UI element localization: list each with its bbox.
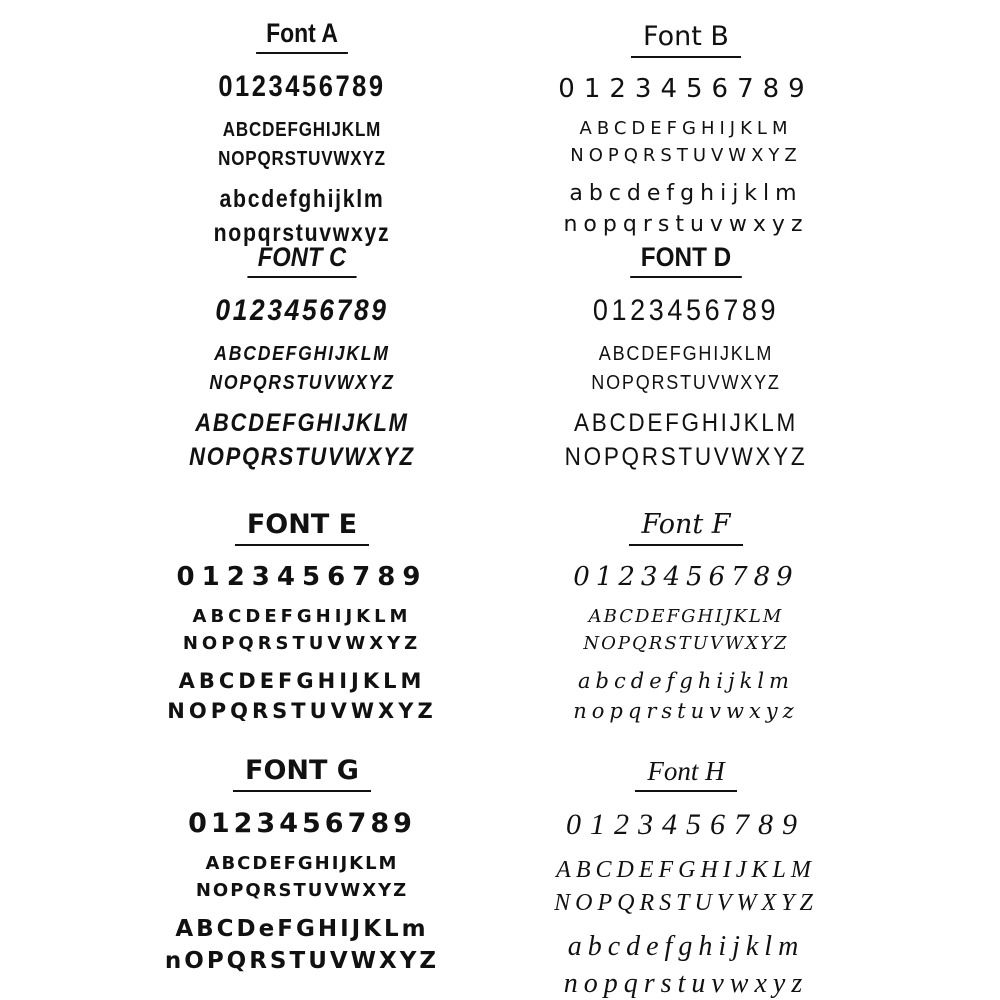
font-panel-f [446,508,926,722]
uppercase-row-2: NOPQRSTUVWXYZ [570,145,802,166]
sample-row-2: NOPQRSTUVWXYZ [167,699,437,723]
digits-row: 0123456789 [188,808,416,839]
uppercase-row-2: NOPQRSTUVWXYZ [195,880,409,901]
sample-row-1: ABCDEFGHIJKLM [195,409,409,437]
uppercase-row-1: ABCDEFGHIJKLM [598,343,774,365]
font-title: Font H [635,754,736,792]
sample-row-2: nopqrstuvwxyz [563,212,809,237]
sample-row-1: abcdefghijklm [219,185,385,213]
uppercase-row-1: ABCDEFGHIJKLM [192,606,412,627]
sample-row-1: ABCDeFGHIJKLm [175,916,429,942]
digits-row: 0123456789 [218,70,386,103]
digits-row: 0123456789 [573,562,799,592]
sample-row-2: nopqrstuvwxyz [573,699,799,723]
font-title: Font F [629,508,742,546]
sample-row-2: nopqrstuvwxyz [563,968,809,999]
font-title: FONT C [247,240,357,278]
font-title: FONT G [233,754,371,792]
uppercase-row-2: NOPQRSTUVWXYZ [218,148,386,170]
uppercase-row-2: NOPQRSTUVWXYZ [182,633,422,654]
font-title: Font A [256,16,348,54]
digits-row: 0123456789 [592,294,780,327]
uppercase-row-1: ABCDEFGHIJKLM [588,606,784,627]
digits-row: 0123456789 [215,294,389,327]
uppercase-row-1: ABCDEFGHIJKLM [222,119,382,141]
uppercase-row-1: ABCDEFGHIJKLM [579,118,793,139]
sample-row-2: NOPQRSTUVWXYZ [564,443,808,471]
digits-row: 0123456789 [176,562,428,592]
digits-row: 0123456789 [566,808,806,841]
uppercase-row-2: NOPQRSTUVWXYZ [209,372,395,394]
sample-row-2: nOPQRSTUVWXYZ [164,948,440,974]
sample-row-2: nopqrstuvwxyz [213,219,391,247]
font-title: Font B [631,20,741,58]
uppercase-row-2: NOPQRSTUVWXYZ [583,633,789,654]
sample-row-1: abcdefghijklm [567,931,805,962]
sample-row-1: ABCDEFGHIJKLM [574,409,798,437]
font-panel-a [98,16,506,246]
font-panel-h [446,754,926,998]
font-panel-c [91,240,513,470]
sample-row-2: NOPQRSTUVWXYZ [189,443,415,471]
sample-row-1: abcdefghijklm [578,669,794,693]
uppercase-row-1: ABCDEFGHIJKLM [205,853,399,874]
uppercase-row-2: NOPQRSTUVWXYZ [591,372,781,394]
sample-row-1: ABCDEFGHIJKLM [178,669,426,693]
digits-row: 0123456789 [558,74,814,104]
font-panel-d [470,240,902,470]
uppercase-row-1: ABCDEFGHIJKLM [556,857,816,883]
uppercase-row-1: ABCDEFGHIJKLM [214,343,390,365]
font-title: FONT D [630,240,742,278]
sample-row-1: abcdefghijklm [569,181,803,206]
font-panel-b [446,20,926,236]
font-title: FONT E [235,508,369,546]
uppercase-row-2: NOPQRSTUVWXYZ [554,890,818,916]
